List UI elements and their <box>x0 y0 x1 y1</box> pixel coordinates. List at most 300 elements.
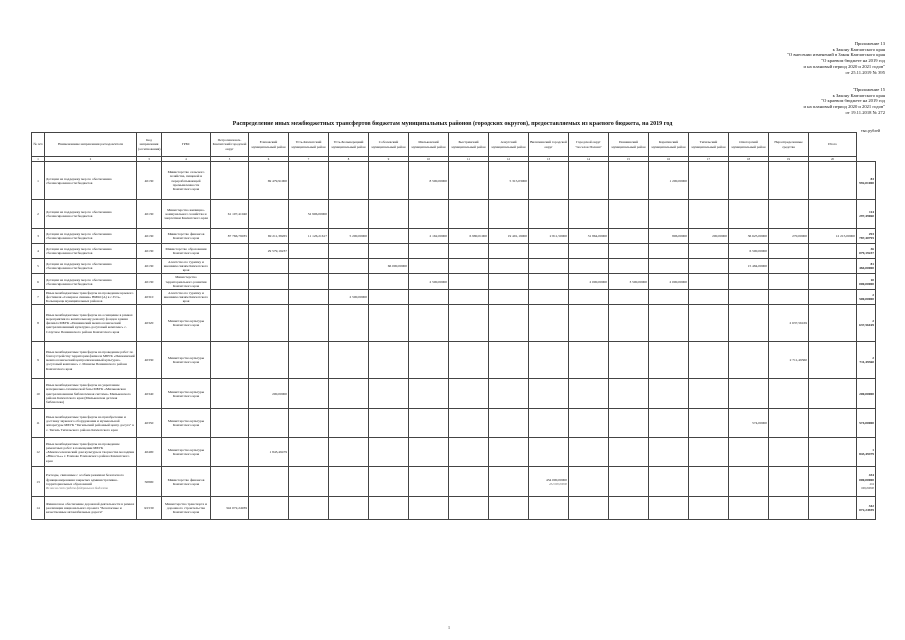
row-name <box>45 305 137 342</box>
row-code: 40400 <box>137 438 162 467</box>
value-cell <box>211 342 249 379</box>
value-cell <box>289 379 329 409</box>
value-text: 200,00000 <box>272 391 287 396</box>
row-code: 40130 <box>137 200 162 229</box>
value-cell <box>409 379 449 409</box>
row-name-text: Иные межбюджетные трансферты на проведение ремонтных работ в помещении МБУК «Межпоселенческий дом культуры и творчества молодёжи «Юность»» г. Елизово Елизовского района Камчатского края <box>46 441 135 463</box>
value-cell <box>329 162 369 200</box>
row-grbs: Агентство по туризму и внешним связям Камчатского края <box>162 290 211 305</box>
value-cell <box>449 342 489 379</box>
column-header: Елизовский муниципальный район <box>249 133 289 157</box>
row-name <box>45 409 137 438</box>
value-cell <box>289 162 329 200</box>
value-cell <box>289 274 329 290</box>
value-cell <box>569 290 609 305</box>
value-cell <box>369 305 409 342</box>
row-grbs: Министерство образования Камчатского края <box>162 244 211 259</box>
value-cell <box>449 290 489 305</box>
value-cell <box>289 229 329 244</box>
row-total <box>857 162 876 200</box>
value-cell <box>689 244 729 259</box>
row-name-text: Иные межбюджетные трансферты на проведение работ по благоустройству территории филиала МБУК «Пенжинский межпоселенческий централизованный культурно-досуговый комплекс» с. Манилы Пенжинского района Камчатского края <box>46 349 135 371</box>
row-name <box>45 274 137 290</box>
table-row <box>32 342 876 379</box>
value-text: 87 766,79035 <box>227 234 247 239</box>
header-top-line: к Закону Камчатского края <box>832 46 885 52</box>
row-total-text: 200,00000 <box>859 391 874 396</box>
value-cell <box>729 274 769 290</box>
value-cell <box>409 200 449 229</box>
value-cell <box>449 379 489 409</box>
table-body <box>32 162 876 520</box>
value-cell <box>649 259 689 274</box>
value-cell <box>489 497 529 520</box>
value-cell <box>449 162 489 200</box>
column-header: Итого <box>809 133 857 157</box>
value-cell <box>609 342 649 379</box>
header-amendment-block <box>787 41 885 75</box>
value-cell <box>489 244 529 259</box>
value-cell <box>289 467 329 497</box>
row-total-text: 342 072,24939 <box>859 504 874 513</box>
row-total <box>857 409 876 438</box>
value-cell <box>769 342 809 379</box>
row-note: Из них за счет средств федерального бюджета <box>46 486 108 491</box>
value-cell <box>369 229 409 244</box>
value-cell <box>609 259 649 274</box>
value-cell <box>569 497 609 520</box>
value-cell <box>489 438 529 467</box>
value-cell <box>329 438 369 467</box>
value-cell <box>769 438 809 467</box>
row-name <box>45 244 137 259</box>
value-cell <box>329 497 369 520</box>
row-name-text: Иные межбюджетные трансферты на укрепление материально-технической базы МБУК «Мильковская централизованная библиотечная система» Мильковского района Камчатского края (Мильковская детская библиотека) <box>46 383 131 405</box>
row-number: 1 <box>32 162 45 200</box>
value-text: 5 200,00000 <box>349 234 367 239</box>
value-cell <box>729 342 769 379</box>
value-text: 6 500,00000 <box>749 249 767 254</box>
row-name <box>45 342 137 379</box>
value-cell <box>769 409 809 438</box>
row-code: 40130 <box>137 162 162 200</box>
column-header: Олюторский муниципальный район <box>729 133 769 157</box>
column-number: 2 <box>45 157 137 162</box>
row-grbs: Министерство финансов Камчатского края <box>162 229 211 244</box>
value-cell <box>809 305 857 342</box>
value-cell <box>729 497 769 520</box>
column-number: 10 <box>409 157 449 162</box>
value-cell <box>489 342 529 379</box>
value-cell <box>249 409 289 438</box>
row-total-text: 1 843,49479 <box>859 448 874 457</box>
column-number: 7 <box>289 157 329 162</box>
value-cell <box>409 438 449 467</box>
table-row <box>32 497 876 520</box>
row-number: 5 <box>32 259 45 274</box>
value-cell <box>809 290 857 305</box>
column-number: 6 <box>249 157 289 162</box>
value-cell <box>569 438 609 467</box>
value-cell <box>329 274 369 290</box>
value-cell <box>409 259 449 274</box>
column-header: Тигильский муниципальный район <box>689 133 729 157</box>
value-cell <box>769 244 809 259</box>
value-cell <box>689 259 729 274</box>
value-cell <box>289 244 329 259</box>
row-number: 6 <box>32 274 45 290</box>
value-cell <box>369 438 409 467</box>
row-name-text: Дотации на поддержку мер по обеспечению сбалансированности бюджетов <box>46 247 112 256</box>
value-cell <box>449 467 489 497</box>
row-total-text: 574,00000 <box>859 421 874 426</box>
value-cell <box>569 244 609 259</box>
value-cell <box>489 467 529 497</box>
value-cell <box>729 379 769 409</box>
value-cell <box>649 497 689 520</box>
value-cell <box>329 467 369 497</box>
value-cell <box>809 497 857 520</box>
row-grbs: Министерство культуры Камчатского края <box>162 342 211 379</box>
value-cell <box>449 409 489 438</box>
value-cell <box>289 342 329 379</box>
value-cell <box>609 162 649 200</box>
value-text: 12 215,00000 <box>835 234 855 239</box>
table-row <box>32 379 876 409</box>
value-cell <box>569 379 609 409</box>
value-cell <box>369 200 409 229</box>
value-cell <box>649 162 689 200</box>
value-cell <box>729 290 769 305</box>
value-cell <box>529 229 569 244</box>
value-cell <box>689 305 729 342</box>
value-cell <box>729 305 769 342</box>
value-cell <box>409 162 449 200</box>
row-total <box>857 379 876 409</box>
value-text: 2 637,56169 <box>789 321 807 326</box>
column-number: 18 <box>729 157 769 162</box>
value-cell <box>649 438 689 467</box>
value-cell <box>569 200 609 229</box>
value-cell <box>609 438 649 467</box>
header-top-line: "О внесении изменений в Закон Камчатского края <box>787 52 885 58</box>
value-cell <box>769 259 809 274</box>
units-label: тыс.рублей <box>861 128 880 133</box>
row-code: 40130 <box>137 274 162 290</box>
row-total-text: 293 787,40795 <box>859 232 874 241</box>
value-text: 574,00000 <box>752 421 767 426</box>
value-cell <box>769 379 809 409</box>
value-cell <box>609 305 649 342</box>
value-cell <box>211 379 249 409</box>
value-text: 342 072,24939 <box>226 506 247 511</box>
table-row <box>32 290 876 305</box>
value-cell <box>289 290 329 305</box>
table-row <box>32 274 876 290</box>
value-cell <box>529 379 569 409</box>
value-cell <box>249 259 289 274</box>
value-cell <box>489 305 529 342</box>
value-cell <box>211 274 249 290</box>
value-cell <box>609 274 649 290</box>
value-cell <box>569 162 609 200</box>
value-cell <box>809 229 857 244</box>
row-grbs: Министерство сельского хозяйства, пищевой и перерабатывающей промышленности Камчатского края <box>162 162 211 200</box>
value-cell <box>649 274 689 290</box>
value-cell <box>329 290 369 305</box>
row-name-text: Дотации на поддержку мер по обеспечению сбалансированности бюджетов <box>46 232 112 241</box>
value-cell <box>369 379 409 409</box>
value-cell <box>369 409 409 438</box>
row-code: 40130 <box>137 229 162 244</box>
value-cell <box>769 200 809 229</box>
value-cell <box>609 467 649 497</box>
header-top-line: от 25.11.2019 № 395 <box>845 69 885 75</box>
header-bottom-line: к Закону Камчатского края <box>832 92 885 98</box>
row-grbs: Министерство жилищно-коммунального хозяйства и энергетики Камчатского края <box>162 200 211 229</box>
value-cell <box>249 274 289 290</box>
row-total-text: 2 500,00000 <box>859 293 874 302</box>
value-cell <box>809 200 857 229</box>
row-grbs: Министерство культуры Камчатского края <box>162 379 211 409</box>
value-cell <box>809 244 857 259</box>
value-text: 1 200,00000 <box>669 178 687 183</box>
value-cell <box>769 229 809 244</box>
value-text: 11 126,21617 <box>307 234 327 239</box>
value-text: 61 107,41040 <box>227 212 247 217</box>
row-grbs: Агентство по туризму и внешним связям Камчатского края <box>162 259 211 274</box>
value-cell <box>289 497 329 520</box>
value-cell <box>409 229 449 244</box>
value-cell <box>649 305 689 342</box>
value-cell <box>249 244 289 259</box>
column-number: 17 <box>689 157 729 162</box>
value-cell <box>449 274 489 290</box>
value-cell <box>289 438 329 467</box>
value-cell <box>609 244 649 259</box>
value-cell <box>329 409 369 438</box>
value-cell <box>369 497 409 520</box>
row-total-text: 81 484,00000 <box>859 262 874 271</box>
value-cell <box>649 229 689 244</box>
value-text: 3 500,00000 <box>629 279 647 284</box>
value-cell <box>609 229 649 244</box>
value-text: 2 000,00000 <box>669 279 687 284</box>
value-cell <box>529 244 569 259</box>
value-cell <box>569 274 609 290</box>
row-name-text: Иные межбюджетные трансферты на приобретение и доставку звукового оборудования и музыкальной аппаратуры МБУК "Тигильский районный центр досуга" в с. Тигиль Тигильского района Камчатского края <box>46 414 134 432</box>
value-cell <box>409 290 449 305</box>
row-number: 8 <box>32 305 45 342</box>
value-cell <box>409 409 449 438</box>
value-cell <box>449 259 489 274</box>
value-cell <box>211 305 249 342</box>
value-note: 434 000,00000 <box>549 481 567 486</box>
value-cell <box>529 290 569 305</box>
value-cell <box>729 200 769 229</box>
value-cell <box>489 290 529 305</box>
row-number: 2 <box>32 200 45 229</box>
value-cell <box>689 162 729 200</box>
value-cell <box>729 244 769 259</box>
row-name-text: Финансовое обеспечение дорожной деятельности в рамках реализации национального проекта "Безопасные и качественные автомобильные дороги" <box>46 501 135 515</box>
row-grbs: Министерство культуры Камчатского края <box>162 409 211 438</box>
value-cell <box>449 497 489 520</box>
column-number: 19 <box>769 157 809 162</box>
value-cell <box>689 290 729 305</box>
table-row <box>32 438 876 467</box>
value-cell <box>249 438 289 467</box>
value-cell <box>369 290 409 305</box>
value-cell <box>689 274 729 290</box>
column-header: Петропавловск-Камчатский городской округ <box>211 133 249 157</box>
value-cell <box>769 497 809 520</box>
row-code: 40340 <box>137 379 162 409</box>
value-text: 2 000,00000 <box>589 279 607 284</box>
value-cell <box>289 200 329 229</box>
table-row <box>32 409 876 438</box>
column-number: 15 <box>609 157 649 162</box>
header-top-line: Приложение 13 <box>854 41 885 46</box>
column-number: 16 <box>649 157 689 162</box>
header-original-block <box>804 87 885 116</box>
column-header: Соболевский муниципальный район <box>369 133 409 157</box>
row-number: 12 <box>32 438 45 467</box>
row-name <box>45 379 137 409</box>
column-number: 13 <box>529 157 569 162</box>
value-cell <box>569 342 609 379</box>
column-header: Нераспределенные средства <box>769 133 809 157</box>
value-cell <box>211 162 249 200</box>
value-text: 2 711,49360 <box>789 358 807 363</box>
value-cell <box>609 497 649 520</box>
value-text: 2 500,00000 <box>349 295 367 300</box>
header-bottom-line: и на плановый период 2020 и 2021 годов" <box>803 104 885 110</box>
value-cell <box>529 467 569 497</box>
table-row <box>32 244 876 259</box>
value-cell <box>211 497 249 520</box>
value-text: 6 980,01000 <box>469 234 487 239</box>
table-row <box>32 229 876 244</box>
value-cell <box>369 259 409 274</box>
header-bottom-line: "Приложение 15 <box>852 87 885 92</box>
value-cell <box>769 274 809 290</box>
value-cell <box>409 305 449 342</box>
row-code: 50800 <box>137 467 162 497</box>
value-text: 31 864,00000 <box>587 234 607 239</box>
row-grbs: Министерство культуры Камчатского края <box>162 438 211 467</box>
row-total-text: 10 000,00000 <box>859 277 874 286</box>
value-text: 69 211,38265 <box>267 234 287 239</box>
column-number: 4 <box>162 157 211 162</box>
row-name-text: Дотации на поддержку мер по обеспечению сбалансированности бюджетов <box>46 262 112 271</box>
value-cell <box>649 290 689 305</box>
value-cell <box>489 274 529 290</box>
row-name-text: Иные межбюджетные трансферты на оснащение в рамках мероприятия по капитальному ремонту фондов здания филиала МБУК «Пенжинский межпоселенческий централизованный культурно-досуговый комплекс» с. Слаутное Пенжинского района Камчатского края <box>46 312 133 334</box>
value-text: 806,00000 <box>672 234 687 239</box>
value-text: 2 811,50000 <box>549 234 567 239</box>
column-header: Мильковский муниципальный район <box>409 133 449 157</box>
value-cell <box>211 244 249 259</box>
value-cell <box>329 200 369 229</box>
row-total <box>857 244 876 259</box>
value-cell <box>211 438 249 467</box>
column-header: Алеутский муниципальный район <box>489 133 529 157</box>
column-header: Городской округ "поселок Палана" <box>569 133 609 157</box>
value-cell <box>289 259 329 274</box>
row-name <box>45 467 137 497</box>
value-cell <box>211 467 249 497</box>
value-cell <box>769 162 809 200</box>
row-code: 40310 <box>137 290 162 305</box>
row-name-text: Дотации на поддержку мер по обеспечению сбалансированности бюджетов <box>46 176 112 185</box>
value-cell <box>289 409 329 438</box>
row-name <box>45 162 137 200</box>
column-number: 11 <box>449 157 489 162</box>
value-cell <box>249 497 289 520</box>
value-cell <box>329 305 369 342</box>
row-name <box>45 229 137 244</box>
row-name-text: Расходы, связанные с особым режимом безопасного функционирования закрытых административно-территориальных образований <box>46 473 124 486</box>
value-cell <box>729 259 769 274</box>
value-text: 2 500,00000 <box>429 279 447 284</box>
value-cell <box>609 290 649 305</box>
value-text: 52 906,00000 <box>307 212 327 217</box>
value-cell <box>329 342 369 379</box>
value-cell <box>529 162 569 200</box>
column-number: 14 <box>569 157 609 162</box>
column-header: Код направления (ассигнования) <box>137 133 162 157</box>
row-total-text: 434 000,00000 <box>859 473 874 482</box>
row-name <box>45 259 137 274</box>
row-number: 3 <box>32 229 45 244</box>
value-cell <box>369 162 409 200</box>
value-cell <box>649 244 689 259</box>
row-name <box>45 497 137 520</box>
value-cell <box>489 200 529 229</box>
value-cell <box>329 229 369 244</box>
document-title: Распределение иных межбюджетных трансфертов бюджетам муниципальных районов (городских округов), предоставляемых из краевого бюджета, на 2019 год <box>232 121 673 127</box>
table-row <box>32 162 876 200</box>
value-text: 29 579,19237 <box>267 249 287 254</box>
row-name-text: Дотации на поддержку мер по обеспечению сбалансированности бюджетов <box>46 277 112 286</box>
value-cell <box>569 409 609 438</box>
value-cell <box>729 438 769 467</box>
value-cell <box>689 379 729 409</box>
row-total <box>857 497 876 520</box>
value-cell <box>369 244 409 259</box>
column-number: 3 <box>137 157 162 162</box>
value-text: 19 491,19000 <box>507 234 527 239</box>
value-cell <box>609 409 649 438</box>
value-cell <box>329 379 369 409</box>
value-cell <box>409 497 449 520</box>
row-total <box>857 229 876 244</box>
value-cell <box>729 467 769 497</box>
value-cell <box>809 259 857 274</box>
column-number: 12 <box>489 157 529 162</box>
row-grbs: Министерство транспорта и дорожного строительства Камчатского края <box>162 497 211 520</box>
value-text: 1 843,49479 <box>269 450 287 455</box>
value-cell <box>489 229 529 244</box>
value-cell <box>649 342 689 379</box>
table-row <box>32 200 876 229</box>
row-grbs: Министерство культуры Камчатского края <box>162 305 211 342</box>
value-cell <box>769 290 809 305</box>
table-row <box>32 305 876 342</box>
value-cell <box>689 342 729 379</box>
column-header: Вилючинский городской округ <box>529 133 569 157</box>
